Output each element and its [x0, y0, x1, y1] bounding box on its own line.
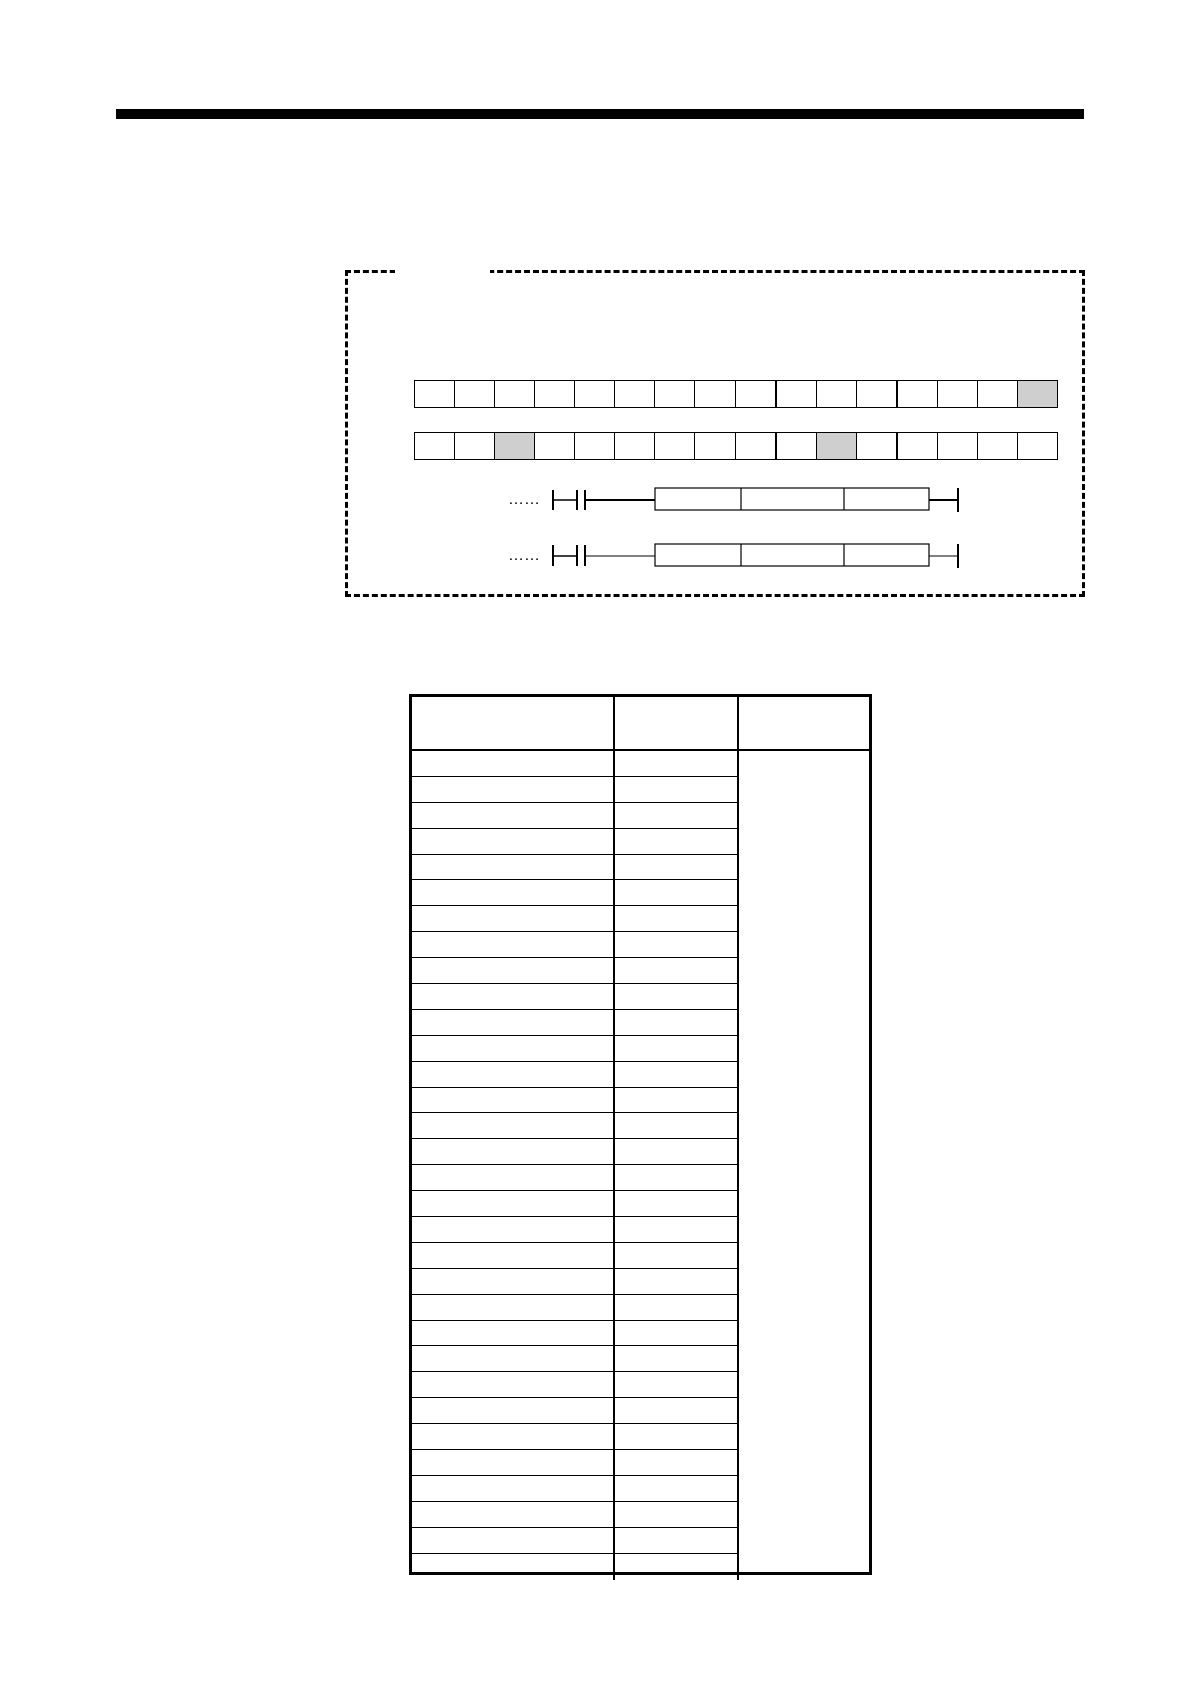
table-header-2 [615, 697, 739, 749]
table-cell-device [412, 1269, 615, 1295]
table-cell-device [412, 1036, 615, 1062]
table-cell-value [615, 932, 739, 958]
table-cell-value [615, 1088, 739, 1114]
table-cell-device [412, 1346, 615, 1372]
table-cell-value [615, 1321, 739, 1347]
table-cell-device [412, 1088, 615, 1114]
table-cell-device [412, 1010, 615, 1036]
table-cell-value [615, 880, 739, 906]
instruction-box [655, 544, 929, 566]
table-cell-value [615, 1398, 739, 1424]
table-cell-value [615, 855, 739, 881]
table-cell-value [615, 984, 739, 1010]
table-cell-value [615, 1165, 739, 1191]
table-cell-device [412, 751, 615, 777]
table-cell-value [615, 777, 739, 803]
table-cell-value [615, 829, 739, 855]
ladder-rung-1 [508, 488, 958, 512]
table-cell-value [615, 1113, 739, 1139]
table-cell-device [412, 1554, 615, 1580]
instruction-box [655, 488, 929, 510]
table-header-3 [739, 697, 869, 749]
table-cell-device [412, 1502, 615, 1528]
table-cell-device [412, 777, 615, 803]
table-cell-value [615, 1243, 739, 1269]
ladder-diagram [0, 0, 1190, 620]
table-cell-value [615, 1036, 739, 1062]
table-cell-device [412, 1165, 615, 1191]
table-header-1 [412, 697, 615, 749]
table-cell-device [412, 1062, 615, 1088]
table-cell-value [615, 1424, 739, 1450]
table-cell-device [412, 1398, 615, 1424]
table-cell-device [412, 855, 615, 881]
table-cell-device [412, 984, 615, 1010]
table-merged-note [741, 751, 869, 1572]
ladder-rung-2 [508, 544, 958, 568]
device-table [409, 694, 872, 1575]
table-cell-value [615, 906, 739, 932]
table-cell-device [412, 958, 615, 984]
table-cell-value [615, 1450, 739, 1476]
table-cell-value [615, 958, 739, 984]
rung-ellipsis: …… [508, 491, 540, 508]
table-cell-device [412, 880, 615, 906]
table-cell-device [412, 803, 615, 829]
table-cell-device [412, 1424, 615, 1450]
table-cell-device [412, 1113, 615, 1139]
table-cell-value [615, 1139, 739, 1165]
table-cell-value [615, 1372, 739, 1398]
table-cell-device [412, 1321, 615, 1347]
table-cell-device [412, 932, 615, 958]
table-cell-value [615, 1062, 739, 1088]
rung-ellipsis: …… [508, 547, 540, 564]
table-cell-value [615, 1528, 739, 1554]
table-cell-value [615, 1295, 739, 1321]
table-cell-value [615, 1554, 739, 1580]
table-cell-device [412, 1372, 615, 1398]
table-cell-device [412, 1139, 615, 1165]
table-cell-device [412, 1528, 615, 1554]
table-cell-device [412, 1243, 615, 1269]
table-cell-value [615, 1010, 739, 1036]
table-cell-value [615, 1346, 739, 1372]
table-cell-device [412, 1295, 615, 1321]
table-cell-device [412, 1191, 615, 1217]
table-cell-device [412, 829, 615, 855]
table-cell-value [615, 1217, 739, 1243]
table-cell-device [412, 906, 615, 932]
table-cell-value [615, 1476, 739, 1502]
table-cell-device [412, 1450, 615, 1476]
table-cell-device [412, 1476, 615, 1502]
table-cell-value [615, 803, 739, 829]
table-cell-value [615, 1191, 739, 1217]
table-cell-value [615, 1502, 739, 1528]
table-cell-value [615, 1269, 739, 1295]
table-cell-device [412, 1217, 615, 1243]
table-cell-value [615, 751, 739, 777]
